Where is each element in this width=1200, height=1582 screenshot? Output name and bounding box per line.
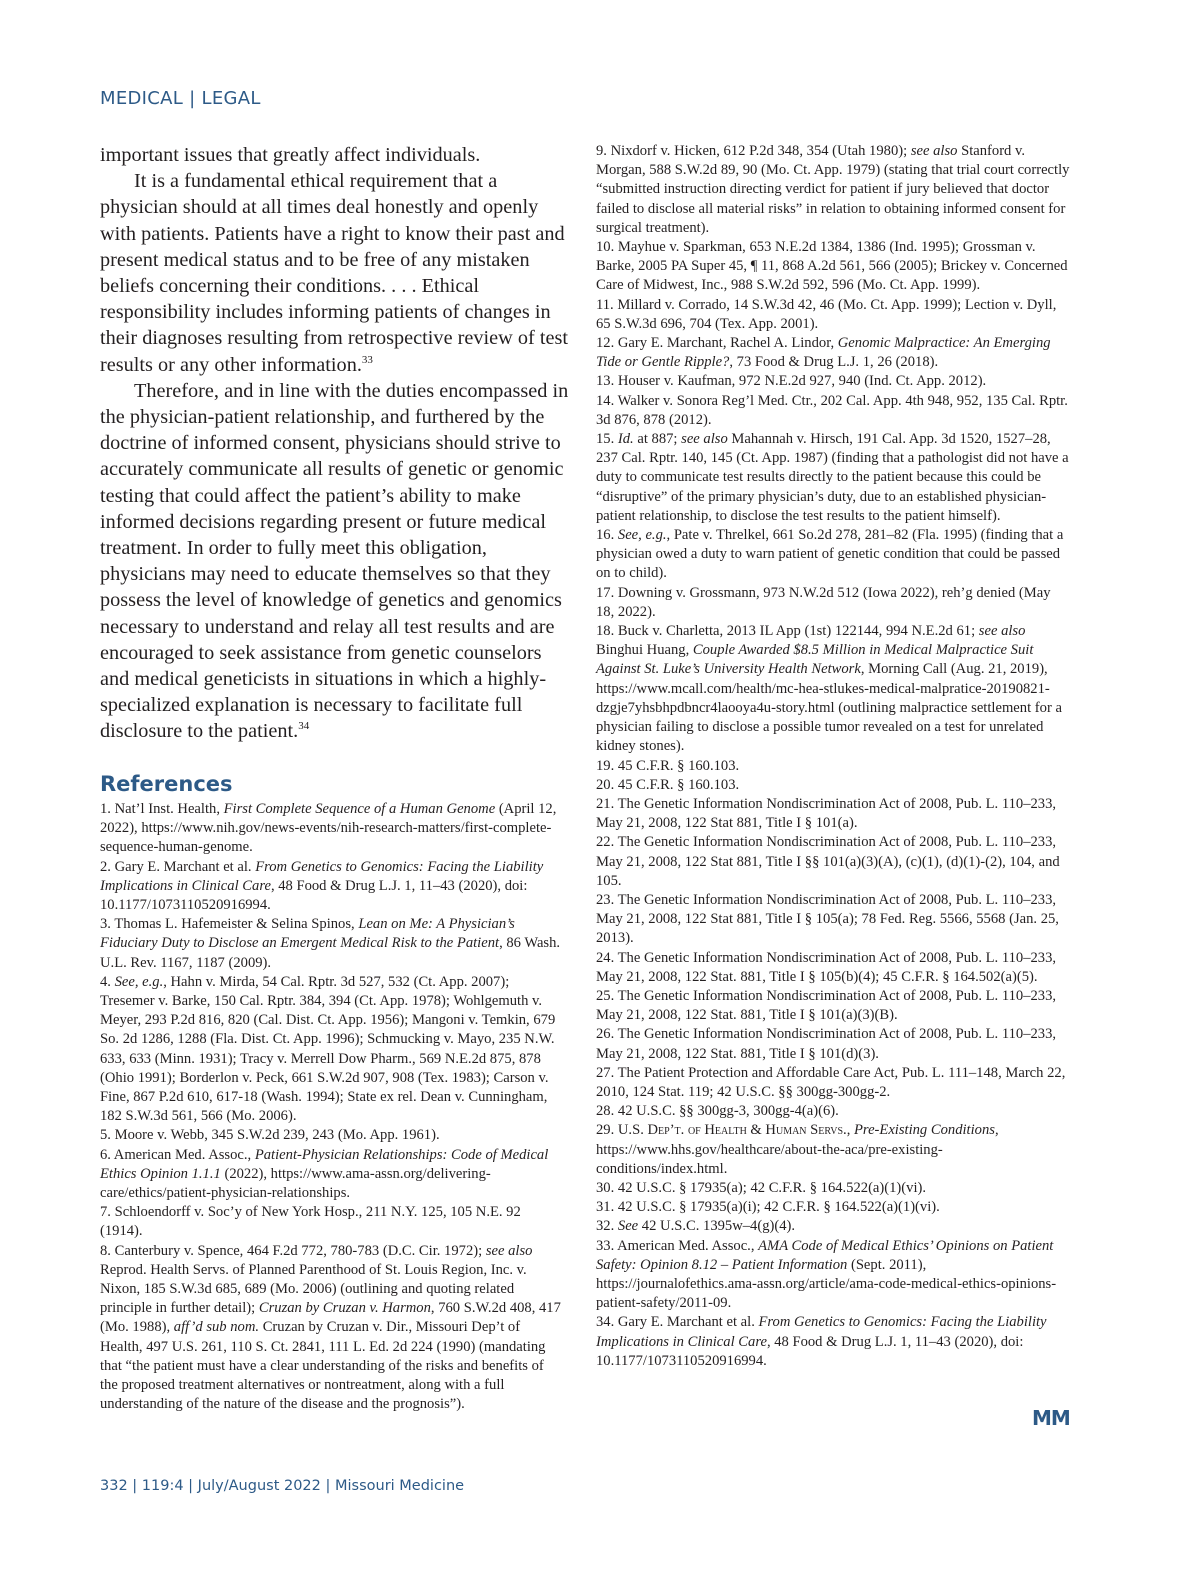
reference-item: 31. 42 U.S.C. § 17935(a)(i); 42 C.F.R. § 164.522(a)(1)(vi). — [596, 1199, 940, 1216]
reference-item: 9. Nixdorf v. Hicken, 612 P.2d 348, 354 (Utah 1980); see also Stanford v. Morgan, 588 S.W.2d 89, 90 (Mo. Ct. App. 1979) (stating that trial court correctly “submitted instruction directing verdict for patient if jury believed that doctor failed to disclose all material risks” in relation to obtaining informed consent for surgical treatment). — [596, 143, 1070, 236]
reference-item: 8. Canterbury v. Spence, 464 F.2d 772, 780-783 (D.C. Cir. 1972); see also Reprod. Health Servs. of Planned Parenthood of St. Louis Region, Inc. v. Nixon, 185 S.W.3d 685, 689 (Mo. 2006) (outlining and quoting related principle in further detail); Cruzan by Cruzan v. Harmon, 760 S.W.2d 408, 417 (Mo. 1988), aff’d sub nom. Cruzan by Cruzan v. Dir., Missouri Dep’t of Health, 497 U.S. 261, 110 S. Ct. 2841, 111 L. Ed. 2d 224 (1990) (mandating that “the patient must have a clear understanding of the risks and benefits of the proposed treatment alternatives or nontreatment, along with a full understanding of the nature of the disease and the prognosis”). — [100, 1242, 561, 1413]
reference-item: 6. American Med. Assoc., Patient-Physician Relationships: Code of Medical Ethics Opinion 1.1.1 (2022), https://www.ama-assn.org/delivering-care/ethics/patient-physician-relationships. — [100, 1146, 549, 1202]
footnote-marker: 33 — [361, 353, 373, 366]
reference-item: 5. Moore v. Webb, 345 S.W.2d 239, 243 (Mo. App. 1961). — [100, 1127, 440, 1144]
reference-item: 19. 45 C.F.R. § 160.103. — [596, 757, 740, 774]
reference-item: 7. Schloendorff v. Soc’y of New York Hosp., 211 N.Y. 125, 105 N.E. 92 (1914). — [100, 1204, 521, 1240]
reference-item: 34. Gary E. Marchant et al. From Genetics to Genomics: Facing the Liability Implications in Clinical Care, 48 Food & Drug L.J. 1, 11–43 (2020), doi: 10.1177/1073110520916994. — [596, 1314, 1047, 1369]
reference-item: 21. The Genetic Information Nondiscrimination Act of 2008, Pub. L. 110–233, May 21, 2008, 122 Stat 881, Title I § 101(a). — [596, 795, 1057, 832]
article-body — [100, 142, 570, 745]
section-label: MEDICAL | LEGAL — [100, 88, 261, 109]
reference-item: 32. See 42 U.S.C. 1395w–4(g)(4). — [596, 1218, 796, 1235]
references-list-right — [596, 142, 1070, 1371]
reference-item: 26. The Genetic Information Nondiscrimination Act of 2008, Pub. L. 110–233, May 21, 2008, 122 Stat. 881, Title I § 101(d)(3). — [596, 1026, 1057, 1062]
reference-item: 13. Houser v. Kaufman, 972 N.E.2d 927, 940 (Ind. Ct. App. 2012). — [596, 373, 987, 390]
reference-item: 1. Nat’l Inst. Health, First Complete Sequence of a Human Genome (April 12, 2022), https://www.nih.gov/news-events/nih-research-matters/first-complete-sequence-human-genome. — [100, 801, 557, 856]
reference-item: 29. U.S. Dep’t. of Health & Human Servs., Pre-Existing Conditions, https://www.hhs.gov/healthcare/about-the-aca/pre-existing-conditions/index.html. — [596, 1122, 999, 1177]
reference-item: 4. See, e.g., Hahn v. Mirda, 54 Cal. Rptr. 3d 527, 532 (Ct. App. 2007); Tresemer v. Barke, 150 Cal. Rptr. 384, 394 (Ct. App. 1978); Wohlgemuth v. Meyer, 293 P.2d 816, 820 (Cal. Dist. Ct. App. 1956); Mangoni v. Temkin, 679 So. 2d 1286, 1288 (Fla. Dist. Ct. App. 1996); Schmucking v. Mayo, 235 N.W. 633, 633 (Minn. 1931); Tracy v. Merrell Dow Pharm., 569 N.E.2d 875, 878 (Ohio 1991); Borderlon v. Peck, 661 S.W.2d 907, 908 (Tex. 1983); Carson v. Fine, 867 P.2d 610, 617-18 (Wash. 1994); State ex rel. Dean v. Cunningham, 182 S.W.3d 561, 566 (Mo. 2006). — [100, 973, 556, 1125]
reference-item: 24. The Genetic Information Nondiscrimination Act of 2008, Pub. L. 110–233, May 21, 2008, 122 Stat. 881, Title I § 105(b)(4); 45 C.F.R. § 164.502(a)(5). — [596, 949, 1057, 985]
reference-item: 3. Thomas L. Hafemeister & Selina Spinos, Lean on Me: A Physician’s Fiduciary Duty to Disclose an Emergent Medical Risk to the Patient, 86 Wash. U.L. Rev. 1167, 1187 (2009). — [100, 916, 561, 971]
reference-item: 27. The Patient Protection and Affordable Care Act, Pub. L. 111–148, March 22, 2010, 124 Stat. 119; 42 U.S.C. §§ 300gg-300gg-2. — [596, 1064, 1066, 1100]
reference-item: 11. Millard v. Corrado, 14 S.W.3d 42, 46 (Mo. Ct. App. 1999); Lection v. Dyll, 65 S.W.3d 696, 704 (Tex. App. 2001). — [596, 296, 1057, 332]
footnote-marker: 34 — [298, 720, 310, 733]
reference-item: 15. Id. at 887; see also Mahannah v. Hirsch, 191 Cal. App. 3d 1520, 1527–28, 237 Cal. Rptr. 140, 145 (Ct. App. 1987) (finding that a pathologist did not have a duty to communicate test results directly to the patient because this could be “disruptive” of the primary physician’s duty, due to an established physician-patient relationship, to disclose the test results to the patient himself). — [596, 431, 1069, 524]
reference-item: 18. Buck v. Charletta, 2013 IL App (1st) 122144, 994 N.E.2d 61; see also Binghui Huang, Couple Awarded $8.5 Million in Medical Malpractice Suit Against St. Luke’s University Health Network, Morning Call (Aug. 21, 2019), https://www.mcall.com/health/mc-hea-stlukes-medical-malpratice-20190821-dzgje7yhsbhpdbncr4laooya4u-story.html (outlining malpractice settlement for a physician failing to disclose a possible tumor revealed on a test for unrelated kidney stones). — [596, 623, 1062, 755]
reference-item: 16. See, e.g., Pate v. Threlkel, 661 So.2d 278, 281–82 (Fla. 1995) (finding that a physician owed a duty to warn patient of genetic condition that could be passed on to child). — [596, 527, 1064, 582]
body-paragraph: important issues that greatly affect individuals. — [100, 144, 481, 166]
references-list-left — [100, 800, 562, 1415]
body-paragraph — [100, 168, 570, 378]
reference-item: 23. The Genetic Information Nondiscrimination Act of 2008, Pub. L. 110–233, May 21, 2008, 122 Stat 881, Title I § 105(a); 78 Fed. Reg. 5566, 5568 (Jan. 25, 2013). — [596, 891, 1059, 947]
reference-item: 28. 42 U.S.C. §§ 300gg-3, 300gg-4(a)(6). — [596, 1103, 839, 1120]
reference-item: 30. 42 U.S.C. § 17935(a); 42 C.F.R. § 164.522(a)(1)(vi). — [596, 1179, 927, 1196]
reference-item: 20. 45 C.F.R. § 160.103. — [596, 776, 740, 793]
references-heading: References — [100, 772, 233, 796]
reference-item: 2. Gary E. Marchant et al. From Genetics to Genomics: Facing the Liability Implications in Clinical Care, 48 Food & Drug L.J. 1, 11–43 (2020), doi: 10.1177/1073110520916994. — [100, 858, 544, 914]
reference-item: 10. Mayhue v. Sparkman, 653 N.E.2d 1384, 1386 (Ind. 1995); Grossman v. Barke, 2005 PA Super 45, ¶ 11, 868 A.2d 561, 566 (2005); Brickey v. Concerned Care of Midwest, Inc., 988 S.W.2d 592, 596 (Mo. Ct. App. 1999). — [596, 239, 1068, 294]
missouri-medicine-logo: MM — [1032, 1406, 1070, 1430]
reference-item: 22. The Genetic Information Nondiscrimination Act of 2008, Pub. L. 110–233, May 21, 2008, 122 Stat 881, Title I §§ 101(a)(3)(A), (c)(1), (d)(1)-(2), 104, and 105. — [596, 834, 1060, 889]
quote-text: It is a fundamental ethical requirement that a physician should at all times deal honestly and openly with patients. Patients have a right to know their past and present medical status and to be free of any mistaken beliefs concerning their conditions. . . . Ethical responsibility includes informing patients of changes in their diagnoses resulting from retrospective review of test results or any other information. — [100, 170, 569, 376]
reference-item: 14. Walker v. Sonora Reg’l Med. Ctr., 202 Cal. App. 4th 948, 952, 135 Cal. Rptr. 3d 876, 878 (2012). — [596, 392, 1068, 428]
reference-item: 17. Downing v. Grossmann, 973 N.W.2d 512 (Iowa 2022), reh’g denied (May 18, 2022). — [596, 584, 1051, 620]
reference-item: 12. Gary E. Marchant, Rachel A. Lindor, Genomic Malpractice: An Emerging Tide or Gentle Ripple?, 73 Food & Drug L.J. 1, 26 (2018). — [596, 335, 1051, 371]
reference-item: 33. American Med. Assoc., AMA Code of Medical Ethics’ Opinions on Patient Safety: Opinion 8.12 – Patient Information (Sept. 2011), https://journalofethics.ama-assn.org/article/ama-code-medical-ethics-opinions-patient-safety/2011-09. — [596, 1237, 1057, 1312]
body-paragraph — [100, 378, 570, 745]
reference-item: 25. The Genetic Information Nondiscrimination Act of 2008, Pub. L. 110–233, May 21, 2008, 122 Stat. 881, Title I § 101(a)(3)(B). — [596, 987, 1057, 1024]
page-footer: 332 | 119:4 | July/August 2022 | Missouri Medicine — [100, 1478, 465, 1494]
paragraph-text: Therefore, and in line with the duties encompassed in the physician-patient relationship, and furthered by the doctrine of informed consent, physicians should strive to accurately communicate all results of genetic or genomic testing that could affect the patient’s ability to make informed decisions regarding present or future medical treatment. In order to fully meet this obligation, physicians may need to educate themselves so that they possess the level of knowledge of genetics and genomics necessary to understand and relay all test results and are encouraged to seek assistance from genetic counselors and medical geneticists in situations in which a highly-specialized explanation is necessary to facilitate full disclosure to the patient. — [100, 379, 569, 743]
